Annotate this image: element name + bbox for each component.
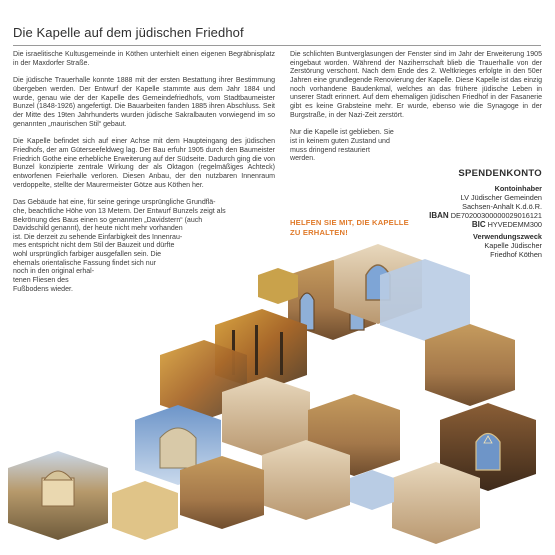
hex-photo-detail <box>180 456 264 529</box>
purpose-label: Verwendungszweck <box>473 232 542 242</box>
star-window-icon <box>476 434 500 471</box>
text-line: Fußbodens wieder. <box>13 285 73 293</box>
text-line: Das Gebäude hat eine, für seine geringe ursprüngliche Grundflä- <box>13 199 216 207</box>
bic-row <box>400 220 542 229</box>
building-icon <box>42 478 74 506</box>
text-line: Davidschild genannt), der heute nicht mehr vorhanden <box>13 225 183 233</box>
call-to-action: HELFEN SIE MIT, DIE KAPELLE ZU ERHALTEN! <box>290 218 409 237</box>
purpose-line: Friedhof Köthen <box>490 250 542 260</box>
paragraph-intro: Die israelitische Kultusgemeinde in Köthen unterhielt einen eigenen Begräbnisplatz in der Maxdorfer Straße. <box>13 51 275 67</box>
text-line: che, beachtliche Höhe von 13 Metern. Der Entwurf Bunzels zeigt als <box>13 207 226 215</box>
hex-photo-archway <box>262 440 350 520</box>
donation-account-box <box>400 168 542 259</box>
iban-value: DE70200300000029016121 <box>450 211 542 220</box>
hex-photo-ornament <box>425 324 515 406</box>
paragraph-architecture: Die Kapelle befindet sich auf einer Achse mit dem Haupteingang des jüdischen Friedhofs, der am Güterseefeldweg lag. Der Bau erfuhr 1905 durch den Baumeister Friedrich Gothe eine erhebliche Erweiterung auf der Südseite. Dadurch ging die von Bunzel konzipierte zentrale Wirkung der als Oktagon (regelmäßiges Achteck) entworfenen Feierhalle verloren. Diesen Anbau, der den nutzbaren Innenraum verdoppelte, stellte der Maurermeister Götze aus Köthen her. <box>13 138 275 189</box>
paragraph-history: Die jüdische Trauerhalle konnte 1888 mit der ersten Bestattung ihrer Bestimmung übergeben werden. Der Entwurf der Kapelle stammte aus dem Jahr 1884 und wurde, genau wie der der Kapelle des Gemeindefriedhofs, vom Stadtbaumeister Bunzel (1848-1926) angefertigt. Die Bauarbeiten fanden 1885 ihren Abschluss. Seit der Mitte des 19ten Jahrhunderts wurden jüdische Sakralbauten vorwiegend im so genannten „maurischen Stil“ gebaut. <box>13 77 275 128</box>
iban-label: IBAN <box>429 211 449 220</box>
text-line: mes entspricht nicht dem Stil der Bauzeit und dürfte <box>13 242 175 250</box>
tree-icon <box>255 325 258 375</box>
hex-photo-lower-right <box>392 462 480 544</box>
purpose-line: Kapelle Jüdischer <box>484 241 542 251</box>
donation-heading: SPENDENKONTO <box>458 168 542 179</box>
account-holder-line: Sachsen-Anhalt K.d.ö.R. <box>462 202 542 211</box>
account-holder-line: LV Jüdischer Gemeinden <box>460 193 542 202</box>
paragraph-windows: Die schlichten Buntverglasungen der Fenster sind im Jahr der Erweiterung 1905 eingebaut worden. Während der Naziherrschaft blieb die Trauerhalle von der Zerstörung verschont. Nach dem Ende des 2. Weltkrieges erfolgte in den 50er Jahren eine grundlegende Renovierung der Kapelle. Diese Kapelle ist das einzig noch vorhandene Baudenkmal, welches an das frühere jüdische Leben in unserer Stadt erinnert. Auf dem ehemaligen jüdischen Friedhof in der Fasanerie gibt es keine Grabsteine mehr. Er wurde, ebenso wie die Synagoge in der Burgstraße, in der Nazi-Zeit zerstört. <box>290 51 542 119</box>
chapel-dome-icon <box>160 428 196 468</box>
hex-accent-blue <box>380 259 470 341</box>
paragraph-condition: Nur die Kapelle ist geblieben. Sie ist in keinem guten Zustand und muss dringend restauriert werden. <box>290 129 394 163</box>
bic-label: BIC <box>471 220 486 230</box>
account-holder-label: Kontoinhaber <box>494 184 542 193</box>
text-line: ehemals orientalische Fassung findet sich nur <box>13 259 156 267</box>
text-line: ist. Die derzeit zu sehende Einfarbigkeit des Innenrau- <box>13 233 183 241</box>
iban-row <box>400 211 542 220</box>
hex-accent-blue-lower <box>350 470 394 510</box>
page-title: Die Kapelle auf dem jüdischen Friedhof <box>13 25 244 40</box>
tree-icon <box>280 332 283 375</box>
text-line: wohl ursprünglich farbiger ausgefallen sein. Die <box>13 251 162 259</box>
hex-accent-gold <box>258 268 298 304</box>
text-line: noch in den original erhal- <box>13 268 95 276</box>
text-line: Bekrönung des Baus einen so genannten „Davidstern“ (auch <box>13 216 203 224</box>
text-line: tenen Fliesen des <box>13 277 69 285</box>
bic-value: HYVEDEMM300 <box>487 220 542 230</box>
hex-accent-gold-lower <box>112 481 178 540</box>
